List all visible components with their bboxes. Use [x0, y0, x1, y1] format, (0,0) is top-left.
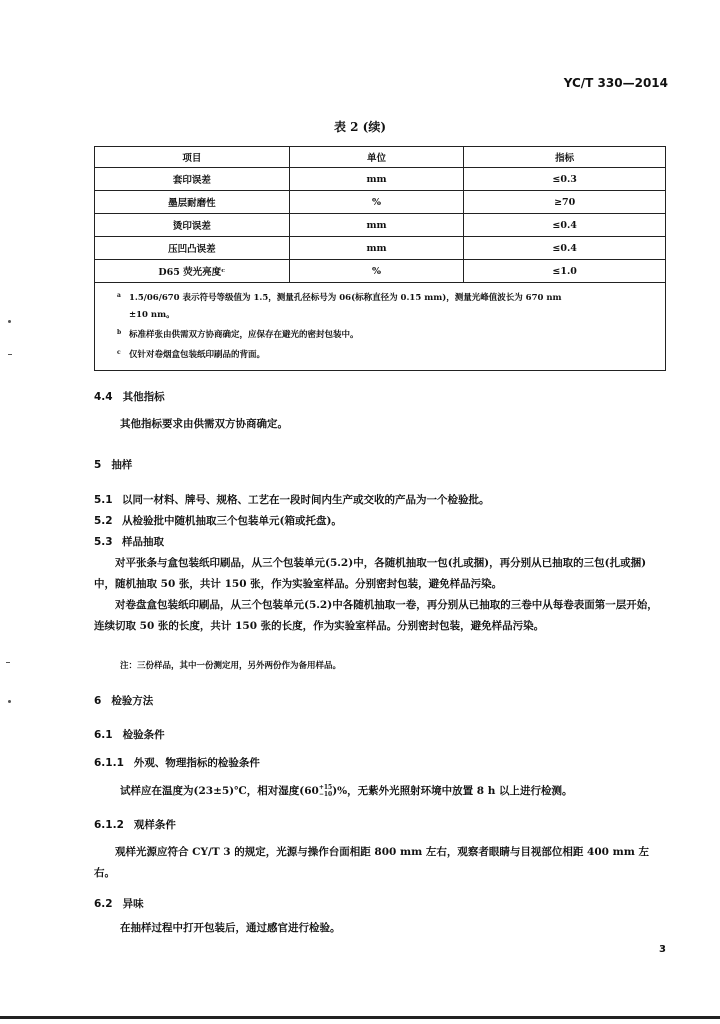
clause-5-2	[94, 511, 666, 532]
clause-5-3-paragraph-2: 对卷盘盒包装纸印刷品，从三个包装单元(5.2)中各随机抽取一卷，再分别从已抽取的三卷中从每卷表面第一层开始，连续切取 50 张的长度，共计 150 张的长度，作为实验室样品。分别密封包装，避免样品污染。	[94, 599, 658, 632]
section-6-1-2-body: 观样光源应符合 CY/T 3 的规定，光源与操作台面相距 800 mm 左右，观察者眼睛与目视部位相距 400 mm 左右。	[94, 846, 649, 879]
section-number: 5	[94, 459, 102, 471]
table-cell: 墨层耐磨性	[95, 191, 290, 214]
clause-number: 5.1	[94, 494, 113, 506]
table-header-row	[95, 147, 666, 168]
table-row	[95, 260, 666, 283]
body-text: )%，无紫外光照射环境中放置 8 h 以上进行检测。	[332, 785, 573, 797]
section-4-4-heading	[94, 389, 165, 404]
table-cell: ≤0.3	[464, 168, 666, 191]
section-5-heading	[94, 457, 132, 472]
table-cell: ≤1.0	[464, 260, 666, 283]
page-number: 3	[659, 944, 666, 955]
page-bottom-rule	[0, 1016, 720, 1019]
table-cell: mm	[289, 168, 464, 191]
footnote-marker: a	[117, 292, 121, 299]
tolerance-lower: −10	[318, 791, 333, 798]
clause-5-3-paragraph-1: 对平张条与盒包装纸印刷品，从三个包装单元(5.2)中，各随机抽取一包(扎或捆)，再分别从已抽取的三包(扎或捆)中，随机抽取 50 张，共计 150 张，作为实验室样品。分别密封包装，避免样品污染。	[94, 557, 647, 590]
table-cell: 压凹凸误差	[95, 237, 290, 260]
table-cell: 套印误差	[95, 168, 290, 191]
section-6-2-heading	[94, 896, 144, 911]
table-cell: mm	[289, 214, 464, 237]
table-cell: %	[289, 260, 464, 283]
clause-title: 样品抽取	[122, 536, 164, 548]
column-header-item: 项目	[95, 147, 290, 168]
tolerance	[319, 784, 332, 798]
column-header-unit: 单位	[289, 147, 464, 168]
footnote-a-continued: ±10 nm。	[129, 310, 175, 320]
footnote-text: 1.5/06/670 表示符号等级值为 1.5，测量孔径标号为 06(标称直径为 0.15 mm)，测量光峰值波长为 670 nm	[129, 293, 562, 303]
footnote-a	[117, 287, 655, 307]
body-text: 试样应在温度为(23±5)℃，相对湿度(60	[120, 785, 319, 797]
section-number: 6.2	[94, 898, 113, 910]
section-number: 6	[94, 695, 102, 707]
section-title: 检验条件	[122, 729, 165, 741]
table-cell: ≤0.4	[464, 214, 666, 237]
scan-speck	[6, 662, 10, 663]
clause-5-3-heading	[94, 532, 666, 553]
table-cell: 烫印误差	[95, 214, 290, 237]
section-6-2-body: 在抽样过程中打开包装后，通过感官进行检验。	[120, 922, 341, 934]
column-header-index: 指标	[464, 147, 666, 168]
section-6-1-1-heading	[94, 755, 260, 770]
scan-speck	[8, 700, 11, 703]
scan-speck	[8, 320, 11, 323]
clause-number: 5.2	[94, 515, 113, 527]
footnote-c	[117, 344, 655, 364]
section-number: 6.1.1	[94, 757, 124, 769]
clause-5-3-note: 注：三份样品，其中一份测定用，另外两份作为备用样品。	[120, 661, 342, 671]
section-number: 4.4	[94, 391, 113, 403]
section-title: 观样条件	[133, 819, 176, 831]
section-6-1-heading	[94, 727, 165, 742]
footnote-marker: c	[117, 349, 121, 356]
tolerance-upper: +15	[318, 784, 333, 791]
footnote-marker: b	[117, 329, 122, 336]
clause-text: 以同一材料、牌号、规格、工艺在一段时间内生产或交收的产品为一个检验批。	[122, 494, 490, 506]
section-title: 抽样	[111, 459, 133, 471]
section-title: 外观、物理指标的检验条件	[133, 757, 260, 769]
section-6-heading	[94, 693, 153, 708]
footnote-text: 仅针对卷烟盒包装纸印刷品的背面。	[129, 350, 266, 360]
section-6-1-2-heading	[94, 817, 176, 832]
table-cell: ≥70	[464, 191, 666, 214]
table-cell: mm	[289, 237, 464, 260]
table-cell: D65 荧光亮度ᶜ	[95, 260, 290, 283]
footnote-text: 标准样张由供需双方协商确定，应保存在避光的密封包装中。	[129, 330, 359, 340]
table-cell: %	[289, 191, 464, 214]
clause-5-1	[94, 490, 666, 511]
table-row	[95, 191, 666, 214]
section-4-4-body: 其他指标要求由供需双方协商确定。	[120, 418, 288, 430]
table-row	[95, 214, 666, 237]
table-row	[95, 237, 666, 260]
section-title: 其他指标	[122, 391, 165, 403]
section-title: 异味	[122, 898, 144, 910]
footnote-b	[117, 324, 655, 344]
table-title: 表 2 (续)	[333, 120, 387, 134]
clause-text: 从检验批中随机抽取三个包装单元(箱或托盘)。	[122, 515, 342, 527]
table-notes	[95, 283, 666, 371]
spec-table	[94, 146, 666, 371]
table-row	[95, 168, 666, 191]
table-notes-row	[95, 283, 666, 371]
section-number: 6.1	[94, 729, 113, 741]
standard-code: YC/T 330—2014	[563, 76, 668, 90]
section-number: 6.1.2	[94, 819, 124, 831]
clause-number: 5.3	[94, 536, 113, 548]
section-6-1-1-body	[120, 781, 573, 802]
table-cell: ≤0.4	[464, 237, 666, 260]
scan-speck	[8, 354, 12, 355]
section-title: 检验方法	[111, 695, 154, 707]
